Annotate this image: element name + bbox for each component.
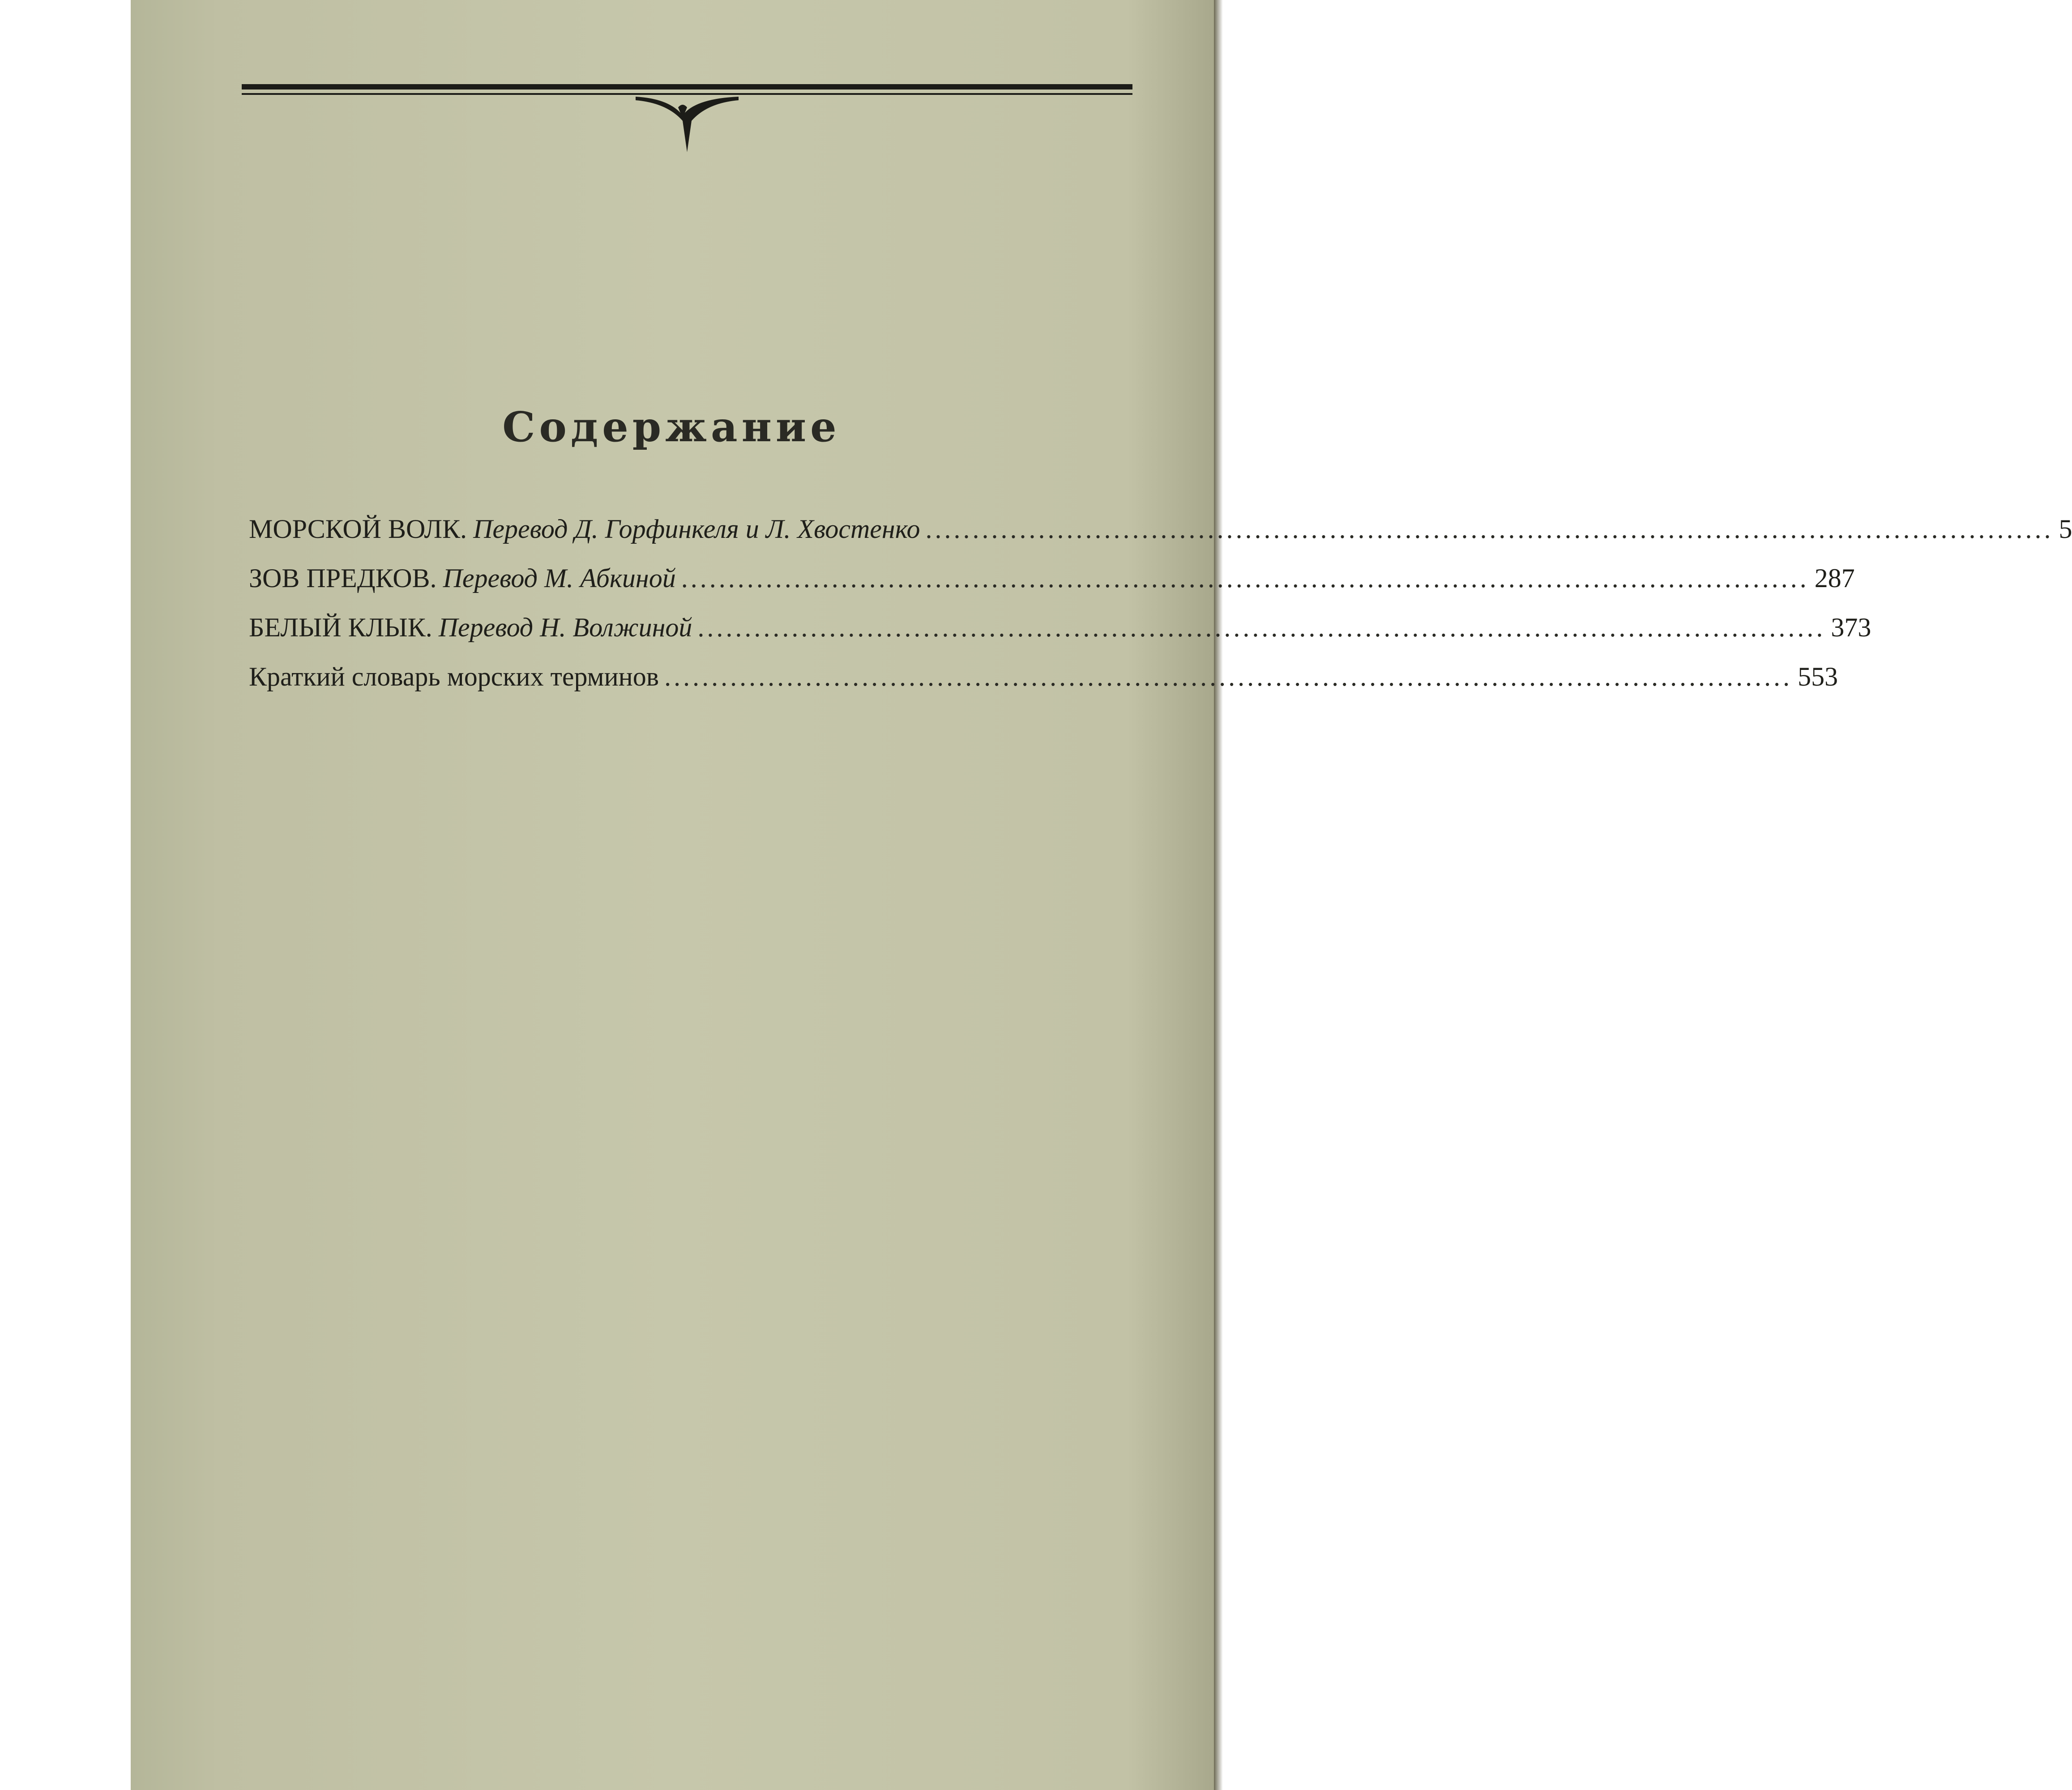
- header-ornament: [242, 81, 1132, 157]
- dot-leader: ........................................................................................................................: [681, 563, 1809, 593]
- book-page: [131, 0, 1214, 1790]
- toc-entry-title: МОРСКОЙ ВОЛК.: [249, 514, 467, 544]
- toc-entry-title: ЗОВ ПРЕДКОВ.: [249, 563, 437, 593]
- toc-entry: [249, 514, 2072, 563]
- toc-entry-title: Краткий словарь морских терминов: [249, 662, 659, 691]
- toc-entry-page: 287: [1814, 563, 1855, 593]
- toc-entry: [249, 563, 1855, 612]
- table-of-contents: [249, 514, 2072, 711]
- toc-entry-title: БЕЛЫЙ КЛЫК.: [249, 613, 432, 642]
- page-title: Содержание: [502, 403, 841, 451]
- toc-entry-page: 5: [2059, 514, 2072, 544]
- toc-entry-page: 373: [1831, 613, 1871, 642]
- toc-entry-translator: Перевод М. Абкиной: [443, 563, 676, 593]
- toc-entry-translator: Перевод Н. Волжиной: [438, 613, 692, 642]
- toc-entry: [249, 612, 1871, 661]
- dot-leader: ........................................................................................................................: [664, 662, 1793, 691]
- toc-entry: [249, 661, 1838, 711]
- dot-leader: ........................................................................................................................: [925, 514, 2054, 544]
- toc-entry-translator: Перевод Д. Горфинкеля и Л. Хвостенко: [473, 514, 920, 544]
- dot-leader: ........................................................................................................................: [697, 613, 1826, 642]
- page-edge-shadow: [1214, 0, 1223, 1790]
- toc-entry-page: 553: [1798, 662, 1838, 691]
